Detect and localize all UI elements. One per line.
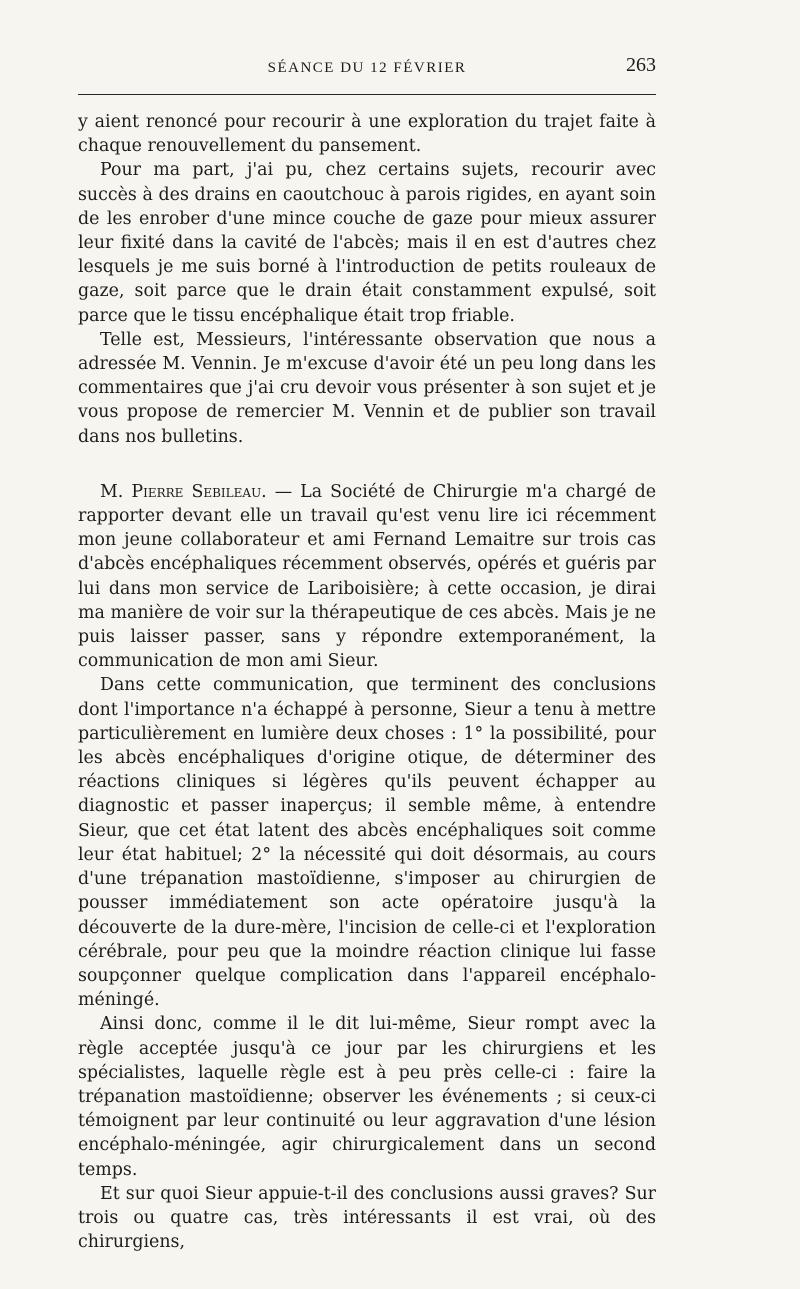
header-rule	[78, 94, 656, 95]
speaker-name: M. Pierre Sebileau.	[100, 481, 267, 502]
paragraph-1: y aient renoncé pour recourir à une exploration du trajet faite à chaque renouvellement du pansement.	[78, 112, 656, 157]
paragraph-4	[78, 480, 656, 674]
page-number: 263	[626, 54, 656, 76]
paragraph-3: Telle est, Messieurs, l'intéressante observation que nous a adressée M. Vennin. Je m'excuse d'avoir été un peu long dans les commentaires que j'ai cru devoir vous présenter à son sujet et je vous propose de remercier M. Vennin et de publier son travail dans nos bulletins.	[78, 329, 656, 447]
paragraph-2: Pour ma part, j'ai pu, chez certains sujets, recourir avec succès à des drains en caoutchouc à parois rigides, en ayant soin de les enrober d'une mince couche de gaze pour mieux assurer leur fixité dans la cavité de l'abcès; mais il en est d'autres chez lesquels je me suis borné à l'introduction de petits rouleaux de gaze, soit parce que le drain était constamment expulsé, soit parce que le tissu encéphalique était trop friable.	[78, 160, 656, 326]
paragraph-6: Ainsi donc, comme il le dit lui-même, Sieur rompt avec la règle acceptée jusqu'à ce jour par les chirurgiens et les spécialistes, laquelle règle est à peu près celle-ci : faire la trépanation mastoïdienne; observer les événements ; si ceux-ci témoignent par leur continuité ou leur aggravation d'une lésion encéphalo-méningée, agir chirurgicalement dans un second temps.	[78, 1014, 656, 1180]
section-gap	[78, 449, 656, 480]
paragraph-5: Dans cette communication, que terminent des conclusions dont l'importance n'a échappé à personne, Sieur a tenu à mettre particulièrement en lumière deux choses : 1° la possibilité, pour les abcès encéphaliques d'origine otique, de déterminer des réactions cliniques si légères qu'ils peuvent échapper au diagnostic et passer inaperçus; il semble même, à entendre Sieur, que cet état latent des abcès encéphaliques soit comme leur état habituel; 2° la nécessité qui doit désormais, au cours d'une trépanation mastoïdienne, s'imposer au chirurgien de pousser immédiatement son acte opératoire jusqu'à la découverte de la dure-mère, l'incision de celle-ci et l'exploration cérébrale, pour peu que la moindre réaction clinique lui fasse soupçonner quelque complication dans l'appareil encéphalo-méningé.	[78, 675, 656, 1011]
paragraph-4-text: — La Société de Chirurgie m'a chargé de rapporter devant elle un travail qu'est venu lire ici récemment mon jeune collaborateur et ami Fernand Lemaitre sur trois cas d'abcès encéphaliques récemment observés, opérés et guéris par lui dans mon service de Lariboisière; à cette occasion, je dirai ma manière de voir sur la thérapeutique de ces abcès. Mais je ne puis laisser passer, sans y répondre extemporanément, la communication de mon ami Sieur.	[78, 481, 656, 672]
paragraph-7: Et sur quoi Sieur appuie-t-il des conclusions aussi graves? Sur trois ou quatre cas, très intéressants il est vrai, où des chirurgiens,	[78, 1183, 656, 1253]
page-header	[78, 52, 656, 82]
body-text	[78, 110, 656, 1254]
running-head: SÉANCE DU 12 FÉVRIER	[267, 60, 467, 76]
